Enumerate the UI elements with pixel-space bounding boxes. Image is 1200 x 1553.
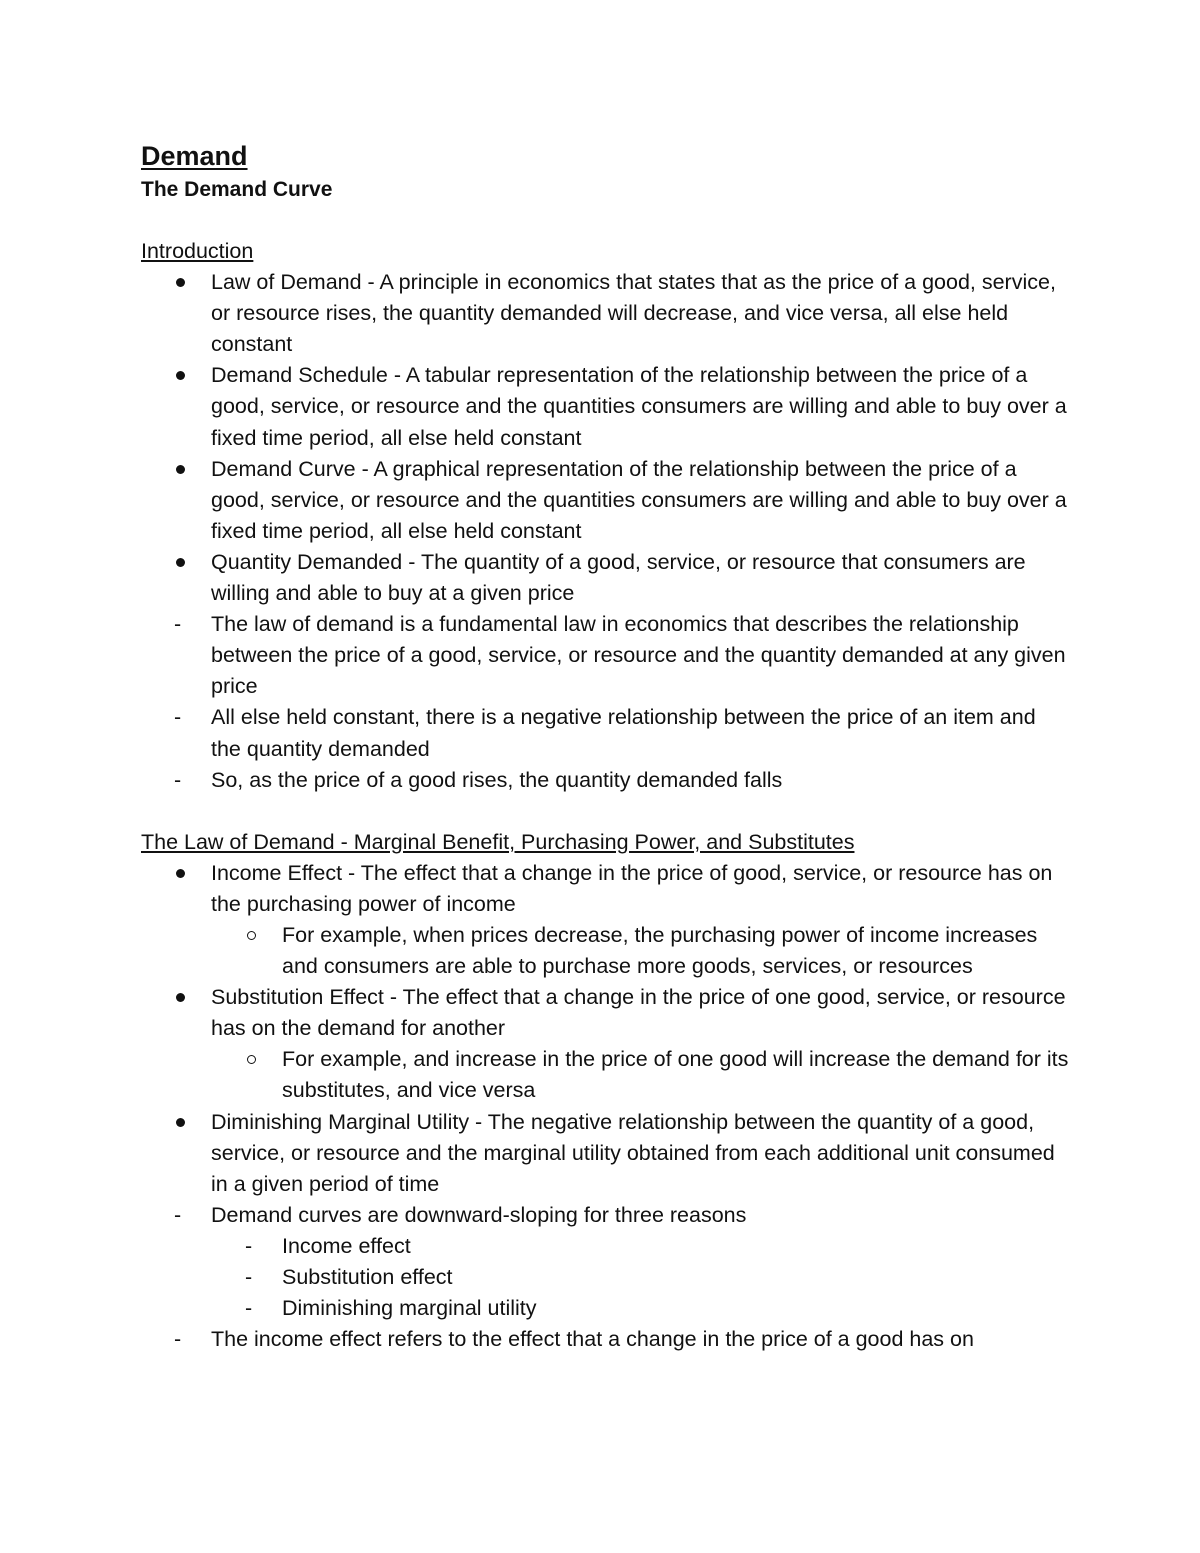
dash-marker: - (245, 1265, 253, 1289)
list-item (141, 547, 1071, 609)
list-item (141, 1324, 1071, 1355)
list-item (141, 360, 1071, 453)
list-item-text: Demand Curve - A graphical representation of the relationship between the price of a good, service, or resource and the quantities consumers are willing and able to buy over a fixed time period, all else held constant (211, 456, 1067, 543)
list-item-text: Substitution Effect - The effect that a change in the price of one good, service, or resource has on the demand for another (211, 985, 1066, 1041)
dash-marker: - (245, 1296, 253, 1321)
list-item (141, 1044, 1071, 1106)
blank-line (141, 796, 1071, 827)
document-title: Demand (141, 141, 248, 171)
list-item-text: For example, and increase in the price of one good will increase the demand for its substitutes, and vice versa (282, 1047, 1069, 1103)
bullet-marker (174, 982, 194, 1013)
circle-marker (245, 1044, 265, 1075)
list-item (141, 858, 1071, 920)
list-item-text: The income effect refers to the effect that a change in the price of a good has on (211, 1327, 974, 1352)
list-item-text: Demand Schedule - A tabular representation of the relationship between the price of a good, service, or resource and the quantities consumers are willing and able to buy over a fixed time period, all else held constant (211, 363, 1067, 450)
list-item-text: Diminishing Marginal Utility - The negative relationship between the quantity of a good, service, or resource and the marginal utility obtained from each additional unit consumed in a given period of time (211, 1109, 1055, 1196)
list-item-text: Demand curves are downward-sloping for three reasons (211, 1202, 747, 1227)
list-item (141, 982, 1071, 1044)
list-item-text: All else held constant, there is a negative relationship between the price of an item and the quantity demanded (211, 705, 1036, 761)
list-item-text: Quantity Demanded - The quantity of a good, service, or resource that consumers are willing and able to buy at a given price (211, 549, 1026, 606)
dash-marker: - (174, 705, 182, 730)
section-law-of-demand (141, 827, 1071, 1356)
dash-marker: - (174, 1202, 182, 1227)
bullet-marker (174, 360, 194, 391)
list-item (141, 702, 1071, 764)
bullet-marker (174, 1107, 194, 1138)
item-list (141, 267, 1071, 796)
bullet-marker (174, 454, 194, 485)
list-item (141, 1231, 1071, 1262)
section-heading: The Law of Demand - Marginal Benefit, Purchasing Power, and Substitutes (141, 829, 855, 854)
list-item (141, 920, 1071, 982)
section-heading: Introduction (141, 239, 254, 263)
document-page (141, 138, 1071, 1355)
dash-marker: - (174, 767, 182, 792)
list-item (141, 1107, 1071, 1200)
list-item (141, 1200, 1071, 1231)
list-item (141, 454, 1071, 547)
list-item (141, 1293, 1071, 1324)
bullet-marker (174, 547, 194, 578)
list-item-text: Income effect (282, 1233, 411, 1258)
item-list (141, 858, 1071, 1356)
list-item-text: For example, when prices decrease, the purchasing power of income increases and consumers are able to purchase more goods, services, or resources (282, 922, 1038, 979)
list-item (141, 1262, 1071, 1293)
bullet-marker (174, 858, 194, 889)
dash-marker: - (174, 612, 182, 637)
list-item (141, 267, 1071, 360)
list-item-text: Diminishing marginal utility (282, 1296, 537, 1321)
dash-marker: - (245, 1233, 253, 1258)
list-item (141, 609, 1071, 702)
bullet-marker (174, 267, 194, 298)
section-introduction (141, 236, 1071, 796)
list-item-text: Law of Demand - A principle in economics that states that as the price of a good, service, or resource rises, the quantity demanded will decrease, and vice versa, all else held constant (211, 270, 1056, 357)
list-item-text: The law of demand is a fundamental law in economics that describes the relationship between the price of a good, service, or resource and the quantity demanded at any given price (211, 612, 1066, 699)
circle-marker (245, 920, 265, 951)
blank-line (141, 205, 1071, 236)
list-item-text: Substitution effect (282, 1265, 453, 1289)
list-item-text: So, as the price of a good rises, the quantity demanded falls (211, 767, 783, 792)
dash-marker: - (174, 1327, 182, 1352)
list-item (141, 765, 1071, 796)
list-item-text: Income Effect - The effect that a change in the price of good, service, or resource has on the purchasing power of income (211, 860, 1053, 916)
document-subtitle: The Demand Curve (141, 178, 333, 201)
